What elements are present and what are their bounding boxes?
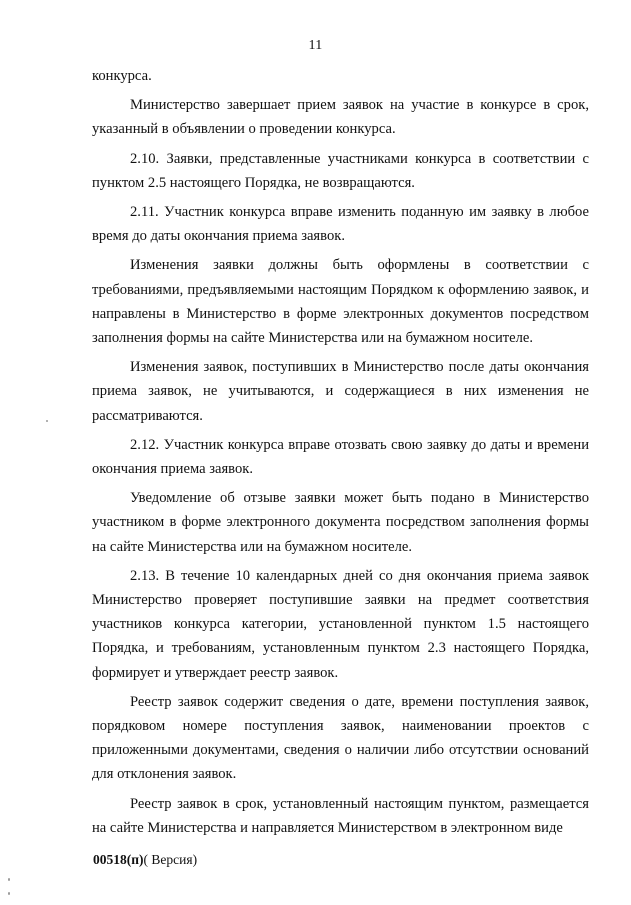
scan-speck bbox=[8, 878, 10, 881]
page-number: 11 bbox=[308, 38, 323, 53]
paragraph: 2.10. Заявки, представленные участниками конкурса в соответствии с пунктом 2.5 настоящего Порядка, не возвращаются. bbox=[92, 150, 589, 191]
document-code-footer bbox=[93, 852, 197, 868]
scan-speck bbox=[8, 892, 10, 895]
paragraph: 2.11. Участник конкурса вправе изменить поданную им заявку в любое время до даты окончания приема заявок. bbox=[92, 204, 589, 245]
paragraph: Реестр заявок содержит сведения о дате, времени поступления заявок, порядковом номере поступления заявок, наименовании проектов с приложенными документами, сведения о наличии либо отсутствии оснований для отклонения заявок. bbox=[92, 693, 589, 783]
paragraph: 2.13. В течение 10 календарных дней со дня окончания приема заявок Министерство проверяет поступившие заявки на предмет соответствия участников конкурса категории, установленной пунктом 1.5 настоящего Порядка, и требованиям, установленным пунктом 2.3 настоящего Порядка, формирует и утверждает реестр заявок. bbox=[92, 567, 589, 681]
paragraph: 2.12. Участник конкурса вправе отозвать свою заявку до даты и времени окончания приема заявок. bbox=[92, 436, 589, 478]
paragraph: Уведомление об отзыве заявки может быть подано в Министерство участником в форме электронного документа посредством заполнения формы на сайте Министерства или на бумажном носителе. bbox=[92, 490, 589, 555]
paragraph: Изменения заявок, поступивших в Министерство после даты окончания приема заявок, не учитываются, и содержащиеся в них изменения не рассматриваются. bbox=[92, 359, 589, 424]
scan-speck bbox=[46, 420, 48, 422]
paragraph: конкурса. bbox=[92, 68, 152, 84]
document-body bbox=[92, 64, 589, 845]
paragraph: Реестр заявок в срок, установленный настоящим пунктом, размещается на сайте Министерства и направляется Министерством в электронном виде bbox=[92, 795, 589, 836]
paragraph: Министерство завершает прием заявок на участие в конкурсе в срок, указанный в объявлении о проведении конкурса. bbox=[92, 97, 589, 138]
document-code: 00518(п) bbox=[93, 852, 144, 867]
paragraph: Изменения заявки должны быть оформлены в соответствии с требованиями, предъявляемыми настоящим Порядком к оформлению заявок, и направлены в Министерство в форме электронных документов посредством заполнения формы на сайте Министерства или на бумажном носителе. bbox=[92, 257, 589, 347]
document-version: ( Версия) bbox=[143, 852, 198, 867]
